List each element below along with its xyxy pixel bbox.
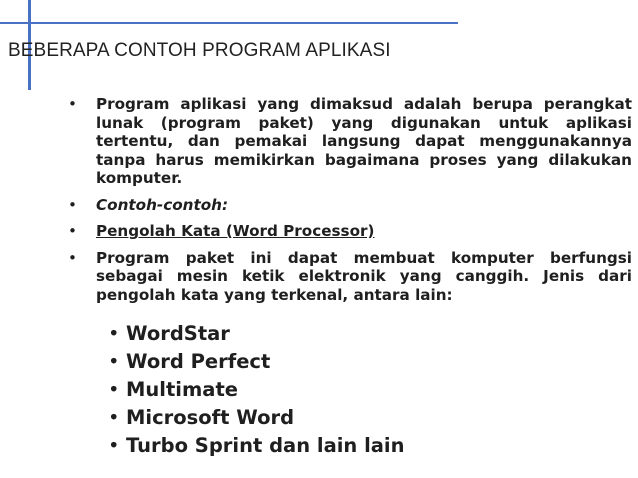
slide-title: BEBERAPA CONTOH PROGRAM APLIKASI [8,40,391,61]
bullet-definition: • Program aplikasi yang dimaksud adalah berupa perangkat lunak (program paket) yang digunakan untuk aplikasi tertentu, dan pemakai langsung dapat menggunakannya tanpa harus memikirkan bagaimana proses yang dilakukan komputer. [68,95,632,188]
bullet-word-processor-desc: • Program paket ini dapat membuat komputer berfungsi sebagai mesin ketik elektronik yang canggih. Jenis dari pengolah kata yang terkenal, antara lain: [68,249,632,305]
accent-horizontal-line [0,22,458,24]
list-item: • WordStar [108,320,405,348]
main-bullet-list [68,95,632,312]
list-item: • Microsoft Word [108,404,405,432]
word-processor-list [108,320,405,460]
bullet-word-processor-heading: • Pengolah Kata (Word Processor) [68,222,632,241]
list-item: • Word Perfect [108,348,405,376]
bullet-examples-heading: • Contoh-contoh: [68,196,632,215]
list-item: • Multimate [108,376,405,404]
list-item: • Turbo Sprint dan lain lain [108,432,405,460]
